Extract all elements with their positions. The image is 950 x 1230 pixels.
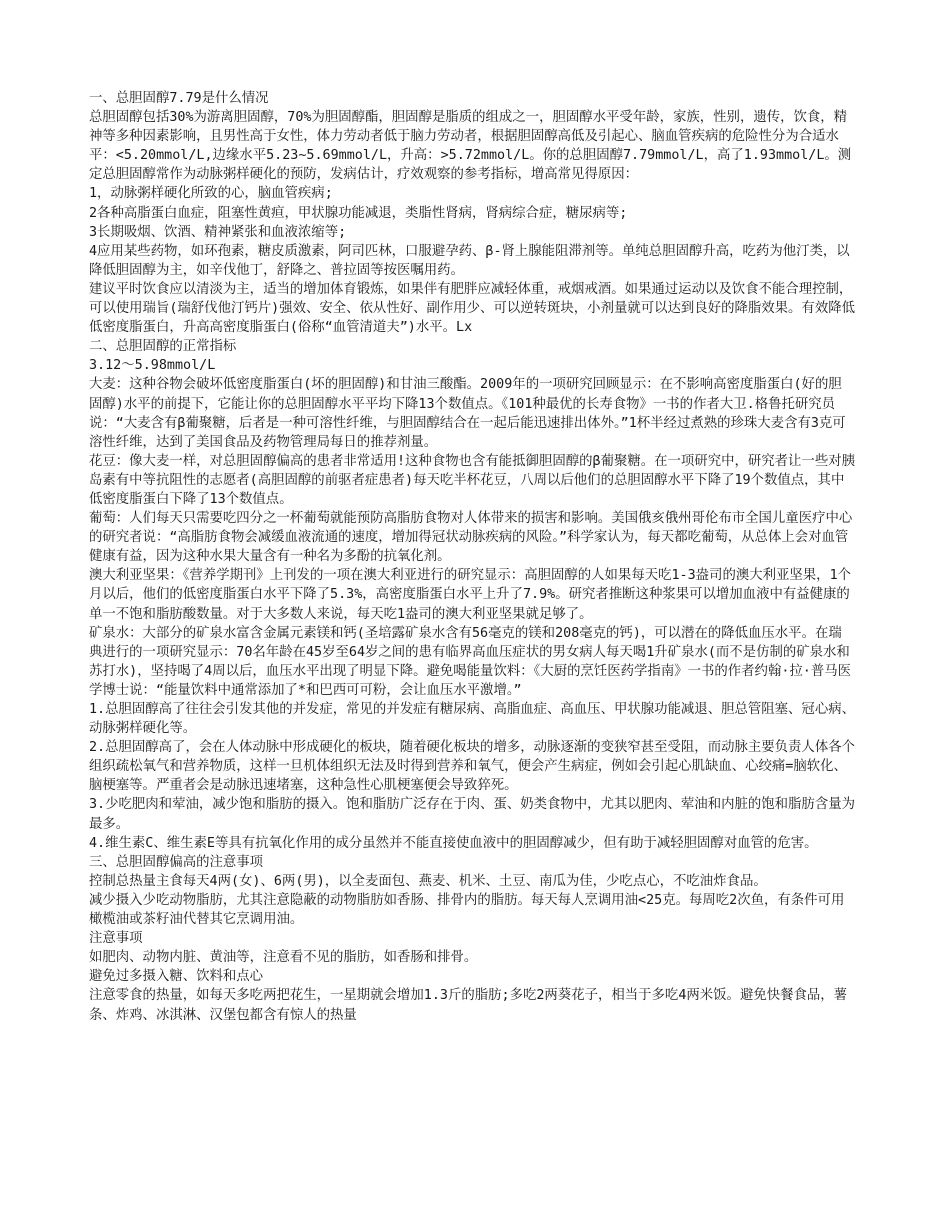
document-body (89, 89, 855, 1025)
subheading-notes: 注意事项 (89, 931, 143, 947)
numbered-point-2: 2.总胆固醇高了，会在人体动脉中形成硬化的板块，随着硬化板块的增多，动脉逐渐的变狭窄甚至受阻，而动脉主要负责人体各个组织疏松氧气和营养物质，这样一旦机体组织无法及时得到营养和氧气，便会产生病症，例如会引起心肌缺血、心绞痛=脑软化、脑梗塞等。严重者会是动脉迅速堵塞，这种急性心肌梗塞便会导致猝死。 (89, 740, 855, 794)
numbered-point-1: 1.总胆固醇高了往往会引发其他的并发症，常见的并发症有糖尿病、高脂血症、高血压、甲状腺功能减退、胆总管阻塞、冠心病、动脉粥样硬化等。 (89, 702, 855, 737)
paragraph-reduce-fat: 减少摄入少吃动物脂肪，尤其注意隐蔽的动物脂肪如香肠、排骨内的脂肪。每天每人烹调用油<25克。每周吃2次鱼，有条件可用橄榄油或茶籽油代替其它烹调用油。 (89, 892, 845, 928)
paragraph-advice: 建议平时饮食应以清淡为主，适当的增加体育锻炼，如果伴有肥胖应减轻体重，戒烟戒酒。如果通过运动以及饮食不能合理控制，可以使用瑞旨(瑞舒伐他汀钙片)强效、安全、依从性好、副作用少、可以逆转斑块，小剂量就可以达到良好的降脂效果。有效降低低密度脂蛋白，升高高密度脂蛋白(俗称“血管清道夫”)水平。Lx (89, 281, 855, 336)
heading-section-1: 一、总胆固醇7.79是什么情况 (89, 91, 269, 106)
paragraph-barley: 大麦：这种谷物会破坏低密度脂蛋白(坏的胆固醇)和甘油三酸酯。2009年的一项研究回顾显示：在不影响高密度脂蛋白(好的胆固醇)水平的前提下，它能让你的总胆固醇水平平均下降13个数值点。《101种最优的长寿食物》一书的作者大卫.格鲁托研究员说：“大麦含有β葡聚糖，后者是一种可溶性纤维，与胆固醇结合在一起后能迅速排出体外。”1杯半经过煮熟的珍珠大麦含有3克可溶性纤维，达到了美国食品及药物管理局每日的推荐剂量。 (89, 377, 846, 450)
paragraph-calorie-control: 控制总热量主食每天4两(女)、6两(男)，以全麦面包、燕麦、机米、土豆、南瓜为佳，少吃点心，不吃油炸食品。 (89, 873, 767, 889)
cause-item-3: 3长期吸烟、饮酒、精神紧张和血液浓缩等; (89, 224, 347, 240)
paragraph-mineral-water: 矿泉水：大部分的矿泉水富含金属元素镁和钙(圣培露矿泉水含有56毫克的镁和208毫克的钙)，可以潜在的降低血压水平。在瑞典进行的一项研究显示：70名年龄在45岁至64岁之间的患有临界高血压症状的男女病人每天喝1升矿泉水(而不是仿制的矿泉水和苏打水)，坚持喝了4周以后，血压水平出现了明显下降。避免喝能量饮料：《大厨的烹饪医药学指南》一书的作者约翰·拉·普马医学博士说：“能量饮料中通常添加了*和巴西可可粉，会让血压水平激增。” (89, 625, 852, 698)
paragraph-snacks: 注意零食的热量，如每天多吃两把花生，一星期就会增加1.3斤的脂肪;多吃2两葵花子，相当于多吃4两米饭。避免快餐食品，薯条、炸鸡、冰淇淋、汉堡包都含有惊人的热量 (89, 988, 848, 1023)
normal-range: 3.12～5.98mmol/L (89, 358, 216, 374)
cause-item-1: 1，动脉粥样硬化所致的心，脑血管疾病; (89, 186, 333, 202)
heading-section-2: 二、总胆固醇的正常指标 (89, 339, 237, 355)
numbered-point-3: 3.少吃肥肉和荤油，减少饱和脂肪的摄入。饱和脂肪广泛存在于肉、蛋、奶类食物中，尤其以肥肉、荤油和内脏的饱和脂肪含量为最多。 (89, 797, 855, 832)
subheading-avoid-sugar: 避免过多摄入糖、饮料和点心 (89, 969, 264, 985)
paragraph-macadamia: 澳大利亚坚果：《营养学期刊》上刊发的一项在澳大利亚进行的研究显示：高胆固醇的人如果每天吃1-3盎司的澳大利亚坚果，1个月以后，他们的低密度脂蛋白水平下降了5.3%，高密度脂蛋白水平上升了7.9%。研究者推断这种浆果可以增加血液中有益健康的单一不饱和脂肪酸数量。对于大多数人来说，每天吃1盎司的澳大利亚坚果就足够了。 (89, 568, 852, 622)
paragraph-grapes: 葡萄：人们每天只需要吃四分之一杯葡萄就能预防高脂肪食物对人体带来的损害和影响。美国俄亥俄州哥伦布市全国儿童医疗中心的研究者说：“高脂肪食物会减缓血液流通的速度，增加得冠状动脉疾病的风险。”科学家认为，每天都吃葡萄，从总体上会对血管健康有益，因为这种水果大量含有一种名为多酚的抗氧化剂。 (89, 511, 853, 565)
paragraph-cholesterol-overview: 总胆固醇包括30%为游离胆固醇，70%为胆固醇酯，胆固醇是脂质的组成之一，胆固醇水平受年龄，家族，性别，遗传，饮食，精神等多种因素影响，且男性高于女性，体力劳动者低于脑力劳动者，根据胆固醇高低及引起心、脑血管疾病的危险性分为合适水平：<5.20mmol/L,边缘水平5.23~5.69mmol/L，升高：>5.72mmol/L。你的总胆固醇7.79mmol/L，高了1.93mmol/L。测定总胆固醇常作为动脉粥样硬化的预防，发病估计，疗效观察的参考指标，增高常见得原因： (89, 110, 852, 183)
cause-item-4: 4应用某些药物，如环孢素，糖皮质激素，阿司匹林，口服避孕药、β-肾上腺能阻滞剂等。单纯总胆固醇升高，吃药为他汀类，以降低胆固醇为主，如辛伐他丁，舒降之、普拉固等按医嘱用药。 (89, 243, 850, 278)
cause-item-2: 2各种高脂蛋白血症，阻塞性黄疸，甲状腺功能减退，类脂性肾病，肾病综合症，糖尿病等; (89, 205, 628, 221)
numbered-point-4: 4.维生素C、维生素E等具有抗氧化作用的成分虽然并不能直接使血液中的胆固醇减少，但有助于减轻胆固醇对血管的危害。 (89, 835, 818, 851)
heading-section-3: 三、总胆固醇偏高的注意事项 (89, 854, 264, 870)
paragraph-pinto-beans: 花豆：像大麦一样，对总胆固醇偏高的患者非常适用!这种食物也含有能抵御胆固醇的β葡聚糖。在一项研究中，研究者让一些对胰岛素有中等抗阻性的志愿者(高胆固醇的前驱者症患者)每天吃半杯花豆，八周以后他们的总胆固醇水平下降了19个数值点，其中低密度脂蛋白下降了13个数值点。 (89, 453, 855, 507)
paragraph-hidden-fat: 如肥肉、动物内脏、黄油等，注意看不见的脂肪，如香肠和排骨。 (89, 950, 478, 966)
